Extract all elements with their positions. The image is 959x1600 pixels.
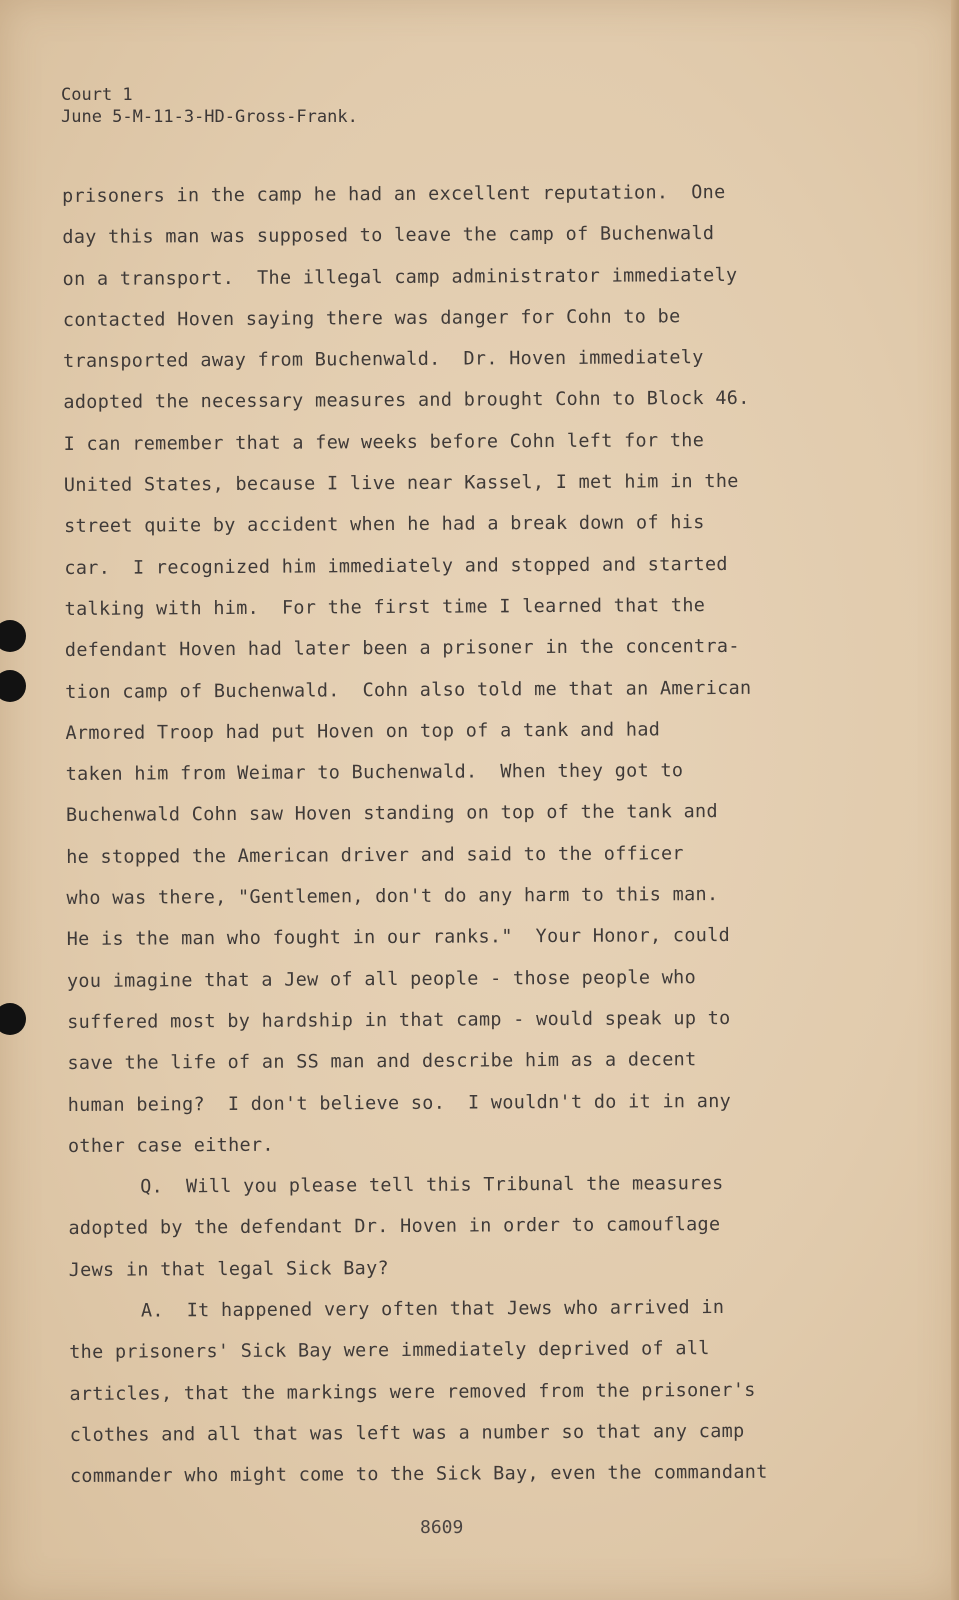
transcript-line: human being? I don't believe so. I wouldn't do it in any: [67, 1090, 732, 1116]
transcript-line: the prisoners' Sick Bay were immediately deprived of all: [69, 1338, 710, 1364]
transcript-line: commander who might come to the Sick Bay, even the commandant: [69, 1461, 768, 1488]
transcript-line: Armored Troop had put Hoven on top of a tank and had: [65, 719, 661, 744]
transcript-line: on a transport. The illegal camp administrator immediately: [62, 264, 738, 290]
transcript-line: Buchenwald Cohn saw Hoven standing on top of the tank and: [65, 801, 718, 827]
transcript-line: you imagine that a Jew of all people - those people who: [66, 966, 697, 992]
transcript-line: A. It happened very often that Jews who arrived in: [140, 1296, 725, 1322]
transcript-line: transported away from Buchenwald. Dr. Hoven immediately: [63, 347, 704, 373]
transcript-line: day this man was supposed to leave the camp of Buchenwald: [62, 223, 715, 249]
transcript-line: car. I recognized him immediately and stopped and started: [64, 553, 728, 579]
transcript-line: I can remember that a few weeks before Cohn left for the: [63, 429, 705, 455]
court-label: Court 1: [61, 85, 133, 105]
transcript-line: adopted the necessary measures and brought Cohn to Block 46.: [63, 388, 750, 414]
transcript-line: save the life of an SS man and describe him as a decent: [67, 1049, 697, 1075]
transcript-line: contacted Hoven saying there was danger for Cohn to be: [62, 306, 681, 331]
transcript-line: articles, that the markings were removed from the prisoner's: [69, 1379, 756, 1405]
transcript-line: other case either.: [67, 1134, 274, 1157]
transcript-line: suffered most by hardship in that camp - would speak up to: [67, 1007, 731, 1033]
transcript-line: clothes and all that was left was a number so that any camp: [69, 1420, 745, 1446]
transcript-line: tion camp of Buchenwald. Cohn also told me that an American: [65, 677, 752, 703]
transcript-line: taken him from Weimar to Buchenwald. When they got to: [65, 760, 684, 786]
transcript-line: Jews in that legal Sick Bay?: [68, 1257, 390, 1281]
transcript-line: Q. Will you please tell this Tribunal the measures: [140, 1173, 724, 1198]
transcript-line: adopted by the defendant Dr. Hoven in order to camouflage: [68, 1214, 721, 1240]
transcript-line: talking with him. For the first time I learned that the: [64, 595, 706, 620]
transcript-line: United States, because I live near Kassel, I met him in the: [63, 470, 739, 497]
transcript-line: defendant Hoven had later been a prisoner in the concentra-: [64, 636, 740, 662]
transcript-line: He is the man who fought in our ranks." Your Honor, could: [66, 925, 731, 951]
transcript-line: prisoners in the camp he had an excellent reputation. One: [62, 181, 726, 207]
transcript-line: who was there, "Gentlemen, don't do any harm to this man.: [66, 884, 719, 910]
document-header: [61, 84, 358, 128]
punch-hole-middle: [0, 670, 26, 702]
page-edge: [951, 0, 959, 1600]
session-reference: June 5-M-11-3-HD-Gross-Frank.: [61, 107, 358, 127]
punch-hole-top: [0, 620, 26, 652]
punch-hole-bottom: [0, 1003, 26, 1035]
page-number: 8609: [420, 1517, 464, 1538]
transcript-body: [62, 171, 840, 1497]
transcript-line: he stopped the American driver and said to the officer: [66, 842, 684, 868]
transcript-line: street quite by accident when he had a break down of his: [64, 512, 705, 538]
